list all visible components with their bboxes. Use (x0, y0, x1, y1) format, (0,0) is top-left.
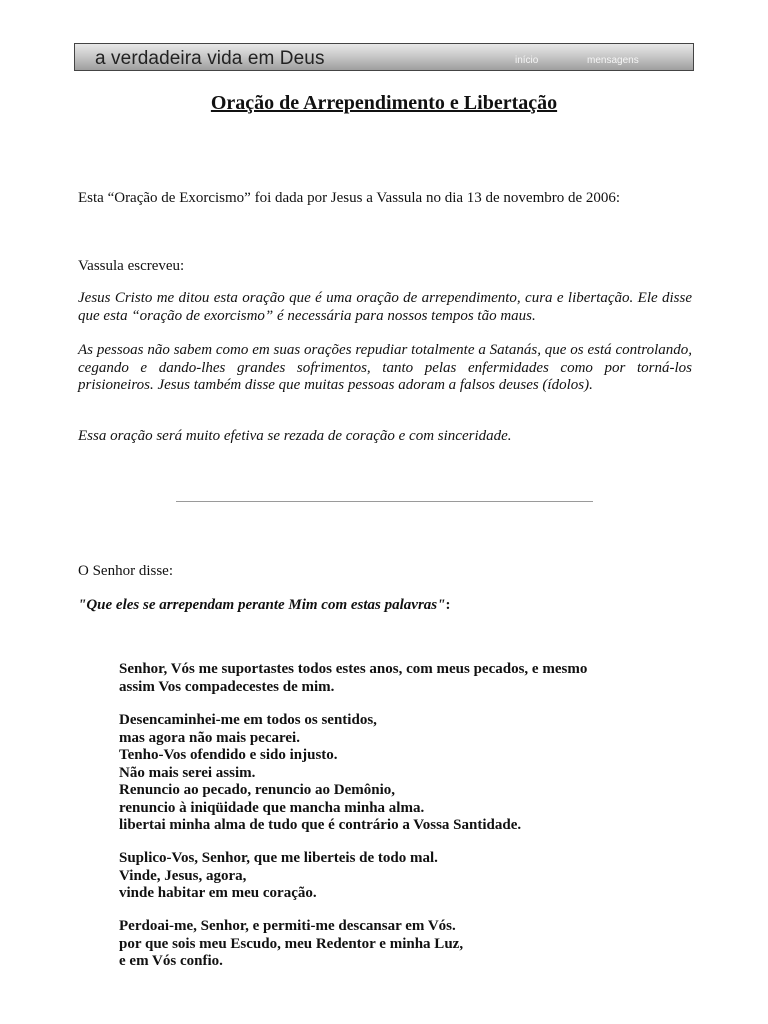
prayer-line: assim Vos compadecestes de mim. (119, 678, 335, 695)
prayer-line: Senhor, Vós me suportastes todos estes anos, com meus pecados, e mesmo (119, 661, 588, 677)
vassula-paragraph-1: Jesus Cristo me ditou esta oração que é uma oração de arrependimento, cura e libertação. Ele disse que esta “oração de exorcismo” é necessária para nossos tempos tão maus. (78, 290, 692, 324)
prayer-line: Suplico-Vos, Senhor, que me liberteis de todo mal. (119, 850, 438, 866)
prayer-stanza-2 (119, 712, 679, 835)
prayer-line: e em Vós confio. (119, 953, 223, 969)
prayer-line: vinde habitar em meu coração. (119, 885, 317, 901)
vassula-label: Vassula escreveu: (78, 258, 185, 274)
prayer-line: libertai minha alma de tudo que é contrário a Vossa Santidade. (119, 817, 522, 833)
prayer-line: Desencaminhei-me em todos os sentidos, (119, 712, 377, 728)
prayer-line: Tenho-Vos ofendido e sido injusto. (119, 747, 338, 763)
horizontal-divider (176, 501, 593, 502)
prayer-line: por que sois meu Escudo, meu Redentor e minha Luz, (119, 935, 464, 952)
nav-link-mensagens[interactable]: mensagens (587, 55, 639, 66)
prayer-stanza-4 (119, 918, 679, 971)
lord-quote-text: "Que eles se arrependam perante Mim com estas palavras" (78, 597, 446, 613)
prayer-stanza-1 (119, 661, 679, 696)
intro-paragraph: Esta “Oração de Exorcismo” foi dada por Jesus a Vassula no dia 13 de novembro de 2006: (78, 190, 621, 206)
prayer-stanza-3 (119, 850, 679, 903)
prayer-line: mas agora não mais pecarei. (119, 729, 300, 746)
page-title: Oração de Arrependimento e Libertação (210, 92, 558, 114)
lord-quote (78, 597, 692, 615)
site-header-banner (74, 43, 694, 71)
prayer-line: Renuncio ao pecado, renuncio ao Demônio, (119, 782, 395, 798)
vassula-paragraph-3: Essa oração será muito efetiva se rezada de coração e com sinceridade. (78, 428, 512, 444)
nav-link-inicio[interactable]: início (515, 55, 539, 66)
prayer-line: Vinde, Jesus, agora, (119, 867, 247, 884)
prayer-line: Perdoai-me, Senhor, e permiti-me descansar em Vós. (119, 918, 456, 934)
lord-label: O Senhor disse: (78, 563, 173, 579)
lord-quote-colon: : (445, 597, 451, 613)
site-title[interactable]: a verdadeira vida em Deus (95, 48, 325, 69)
prayer-line: Não mais serei assim. (119, 764, 256, 781)
vassula-paragraph-2: As pessoas não sabem como em suas orações repudiar totalmente a Satanás, que os está controlando, cegando e dando-lhes grandes sofrimentos, tanto pelas enfermidades como por torná-los prisioneiros. Jesus também disse que muitas pessoas adoram a falsos deuses (ídolos). (78, 342, 692, 393)
prayer-line: renuncio à iniqüidade que mancha minha alma. (119, 799, 425, 816)
